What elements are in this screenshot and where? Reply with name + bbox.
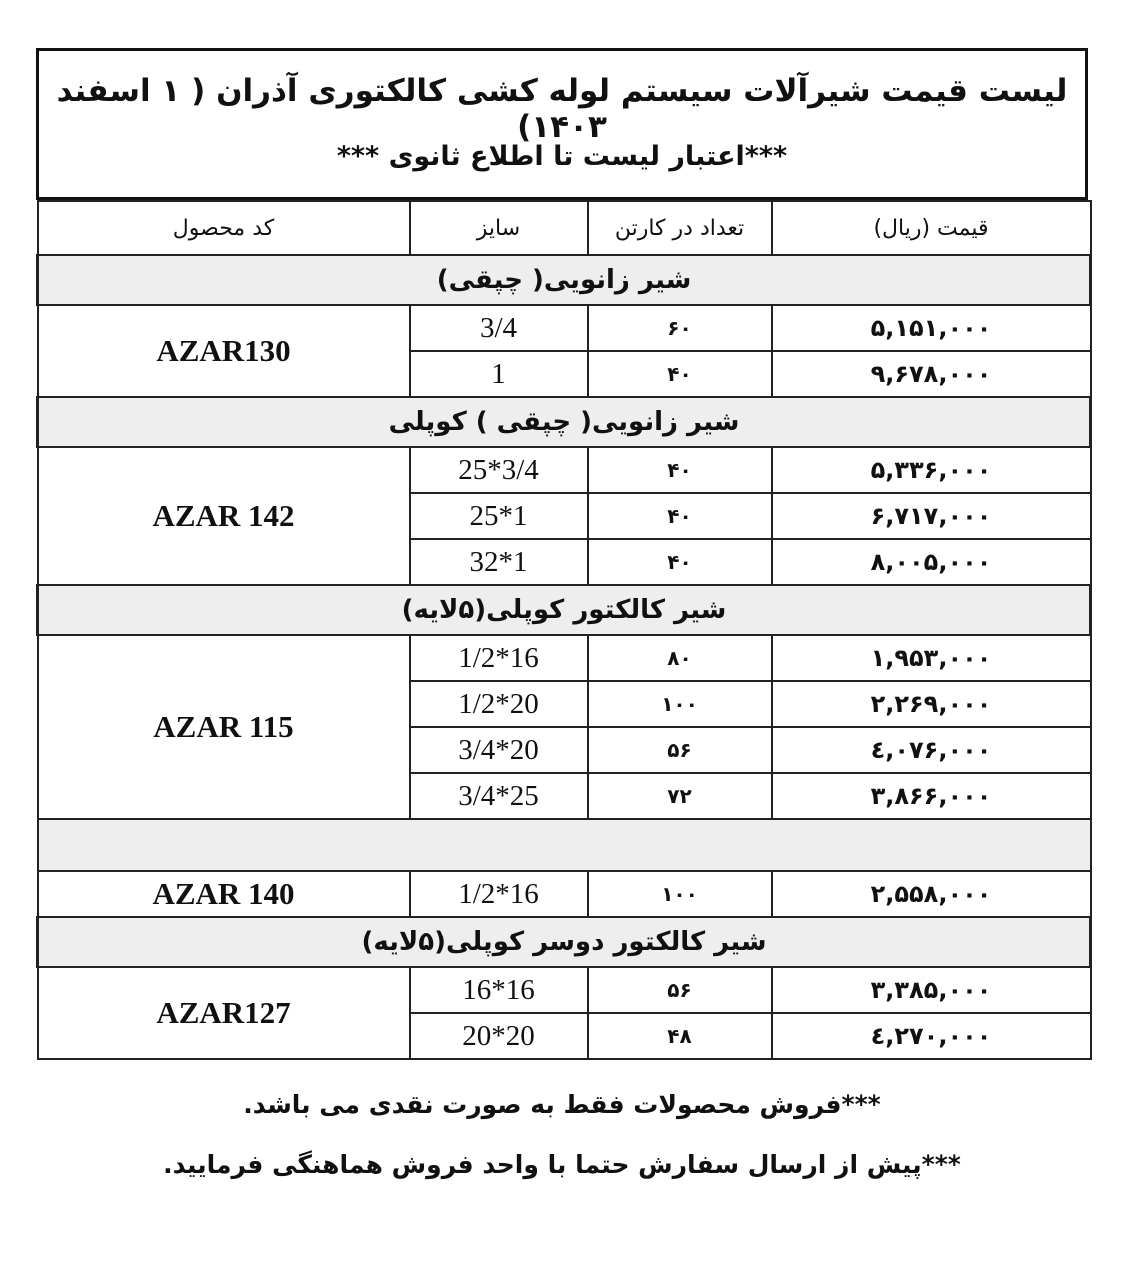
size-cell: 3/4 [410,305,588,351]
price-cell: ۶,۷۱۷,۰۰۰ [772,493,1091,539]
table-row [38,967,1091,1013]
price-list-header [36,48,1088,200]
column-header-price: قیمت (ریال) [772,201,1091,255]
price-cell: ۱,۹۵۳,۰۰۰ [772,635,1091,681]
section-title: شیر کالکتور کوپلی(۵لایه) [38,585,1091,635]
price-cell: ۵,۱۵۱,۰۰۰ [772,305,1091,351]
qty-cell: ۱۰۰ [588,871,772,917]
product-code: AZAR127 [38,967,410,1059]
product-code: AZAR 142 [38,447,410,585]
price-cell: ٤,۲۷۰,۰۰۰ [772,1013,1091,1059]
section-header-row [38,397,1091,447]
price-cell: ۳,۳۸۵,۰۰۰ [772,967,1091,1013]
size-cell: 25*3/4 [410,447,588,493]
section-title: شیر زانویی( چپقی ) کوپلی [38,397,1091,447]
price-cell: ۲,۵۵۸,۰۰۰ [772,871,1091,917]
price-cell: ۸,۰۰۵,۰۰۰ [772,539,1091,585]
validity-notice: ***اعتبار لیست تا اطلاع ثانوی *** [336,141,788,172]
product-code: AZAR 115 [38,635,410,819]
price-list-title: لیست قیمت شیرآلات سیستم لوله کشی کالکتوری آذران ( ۱ اسفند ۱۴۰۳) [56,73,1068,145]
qty-cell: ۴۸ [588,1013,772,1059]
price-table [36,200,1092,1060]
size-cell: 32*1 [410,539,588,585]
column-header-qty: تعداد در کارتن [588,201,772,255]
size-cell: 16*16 [410,967,588,1013]
qty-cell: ۴۰ [588,351,772,397]
price-cell: ۵,۳۳۶,۰۰۰ [772,447,1091,493]
price-cell: ٤,۰۷۶,۰۰۰ [772,727,1091,773]
product-code: AZAR130 [38,305,410,397]
size-cell: 1/2*16 [410,871,588,917]
qty-cell: ۴۰ [588,493,772,539]
qty-cell: ۶۰ [588,305,772,351]
price-cell: ۳,۸۶۶,۰۰۰ [772,773,1091,819]
section-header-row [38,255,1091,305]
table-row [38,635,1091,681]
qty-cell: ۵۶ [588,967,772,1013]
table-header-row [38,201,1091,255]
size-cell: 3/4*20 [410,727,588,773]
coordinate-sales-note: ***پیش از ارسال سفارش حتما با واحد فروش هماهنگی فرمایید. [163,1150,961,1179]
size-cell: 20*20 [410,1013,588,1059]
qty-cell: ۸۰ [588,635,772,681]
qty-cell: ۵۶ [588,727,772,773]
product-code: AZAR 140 [38,871,410,917]
size-cell: 1/2*20 [410,681,588,727]
column-header-code: کد محصول [38,201,410,255]
size-cell: 25*1 [410,493,588,539]
section-header-row [38,585,1091,635]
size-cell: 1 [410,351,588,397]
qty-cell: ۴۰ [588,539,772,585]
section-title: شیر زانویی( چپقی) [38,255,1091,305]
qty-cell: ۴۰ [588,447,772,493]
price-cell: ۲,۲۶۹,۰۰۰ [772,681,1091,727]
table-row [38,305,1091,351]
table-row [38,871,1091,917]
size-cell: 1/2*16 [410,635,588,681]
section-title [38,819,1091,871]
qty-cell: ۱۰۰ [588,681,772,727]
cash-only-note: ***فروش محصولات فقط به صورت نقدی می باشد. [243,1090,881,1119]
table-row [38,447,1091,493]
section-header-row [38,917,1091,967]
column-header-size: سایز [410,201,588,255]
section-title: شیر کالکتور دوسر کوپلی(۵لایه) [38,917,1091,967]
qty-cell: ۷۲ [588,773,772,819]
blank-section-row [38,819,1091,871]
price-cell: ۹,۶۷۸,۰۰۰ [772,351,1091,397]
size-cell: 3/4*25 [410,773,588,819]
